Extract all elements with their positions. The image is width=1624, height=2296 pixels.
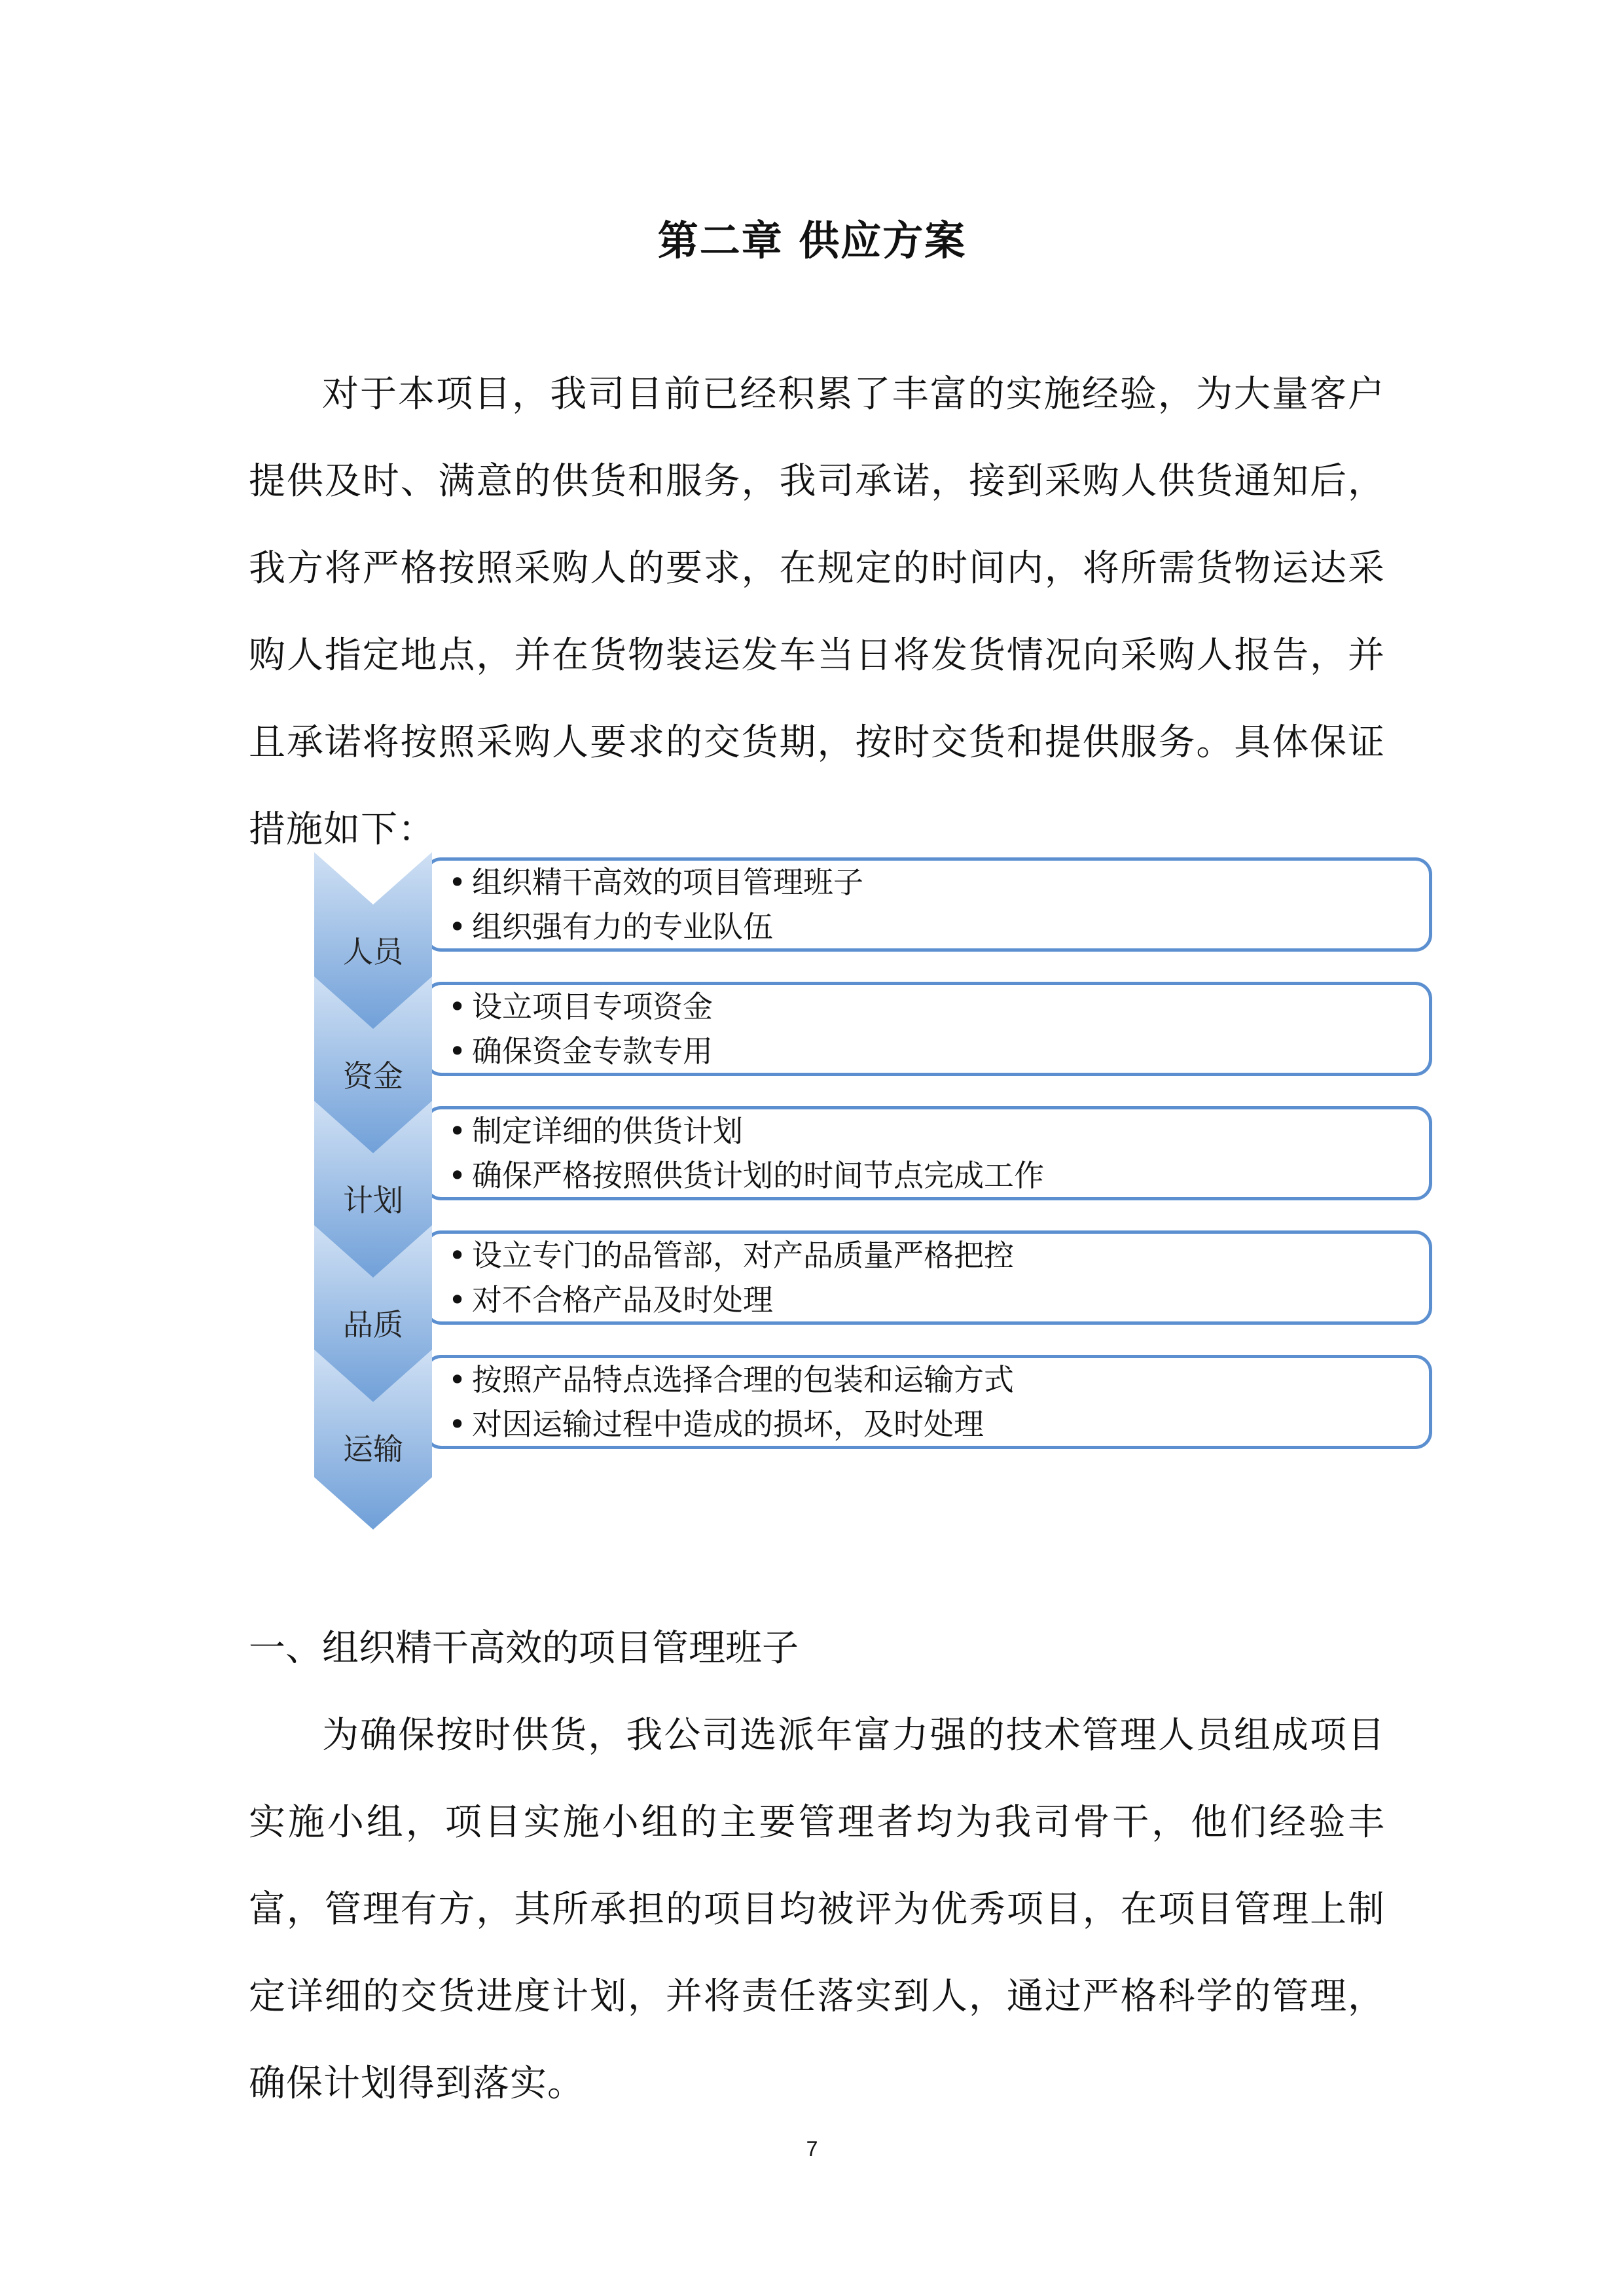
- step-bullets-transport: [448, 1357, 1014, 1446]
- bullet-item: • 对不合格产品及时处理: [448, 1282, 773, 1318]
- bullet-item: • 确保严格按照供货计划的时间节点完成工作: [448, 1158, 1044, 1193]
- step-label-plan: 计划: [343, 1183, 403, 1218]
- intro-paragraph: 对于本项目，我司目前已经积累了丰富的实施经验，为大量客户提供及时、满意的供货和服务，我司承诺，接到采购人供货通知后，我方将严格按照采购人的要求，在规定的时间内，将所需货物运达采购人指定地点，并在货物装运发车当日将发货情况向采购人报告，并且承诺将按照采购人要求的交货期，按时交货和提供服务。具体保证措施如下：: [249, 373, 1385, 851]
- page-number: 7: [806, 2137, 818, 2161]
- section-heading: 一、组织精干高效的项目管理班子: [249, 1627, 799, 1670]
- supply-guarantee-diagram: [314, 857, 1453, 1538]
- step-bullets-quality: [448, 1233, 1014, 1322]
- step-label-personnel: 人员: [343, 934, 403, 969]
- bullet-item: • 按照产品特点选择合理的包装和运输方式: [448, 1362, 1014, 1397]
- bullet-item: • 对因运输过程中造成的损坏，及时处理: [448, 1407, 984, 1442]
- step-label-quality: 品质: [343, 1307, 403, 1342]
- bullet-item: • 制定详细的供货计划: [448, 1113, 743, 1149]
- bullet-item: • 设立项目专项资金: [448, 989, 713, 1024]
- bullet-item: • 设立专门的品管部，对产品质量严格把控: [448, 1238, 1014, 1273]
- step-bullets-plan: [448, 1109, 1044, 1198]
- step-bullets-personnel: [448, 860, 863, 949]
- step-bullets-funding: [448, 984, 713, 1073]
- bullet-item: • 组织精干高效的项目管理班子: [448, 865, 863, 900]
- step-label-transport: 运输: [343, 1431, 403, 1467]
- section-paragraph: 为确保按时供货，我公司选派年富力强的技术管理人员组成项目实施小组，项目实施小组的主要管理者均为我司骨干，他们经验丰富，管理有方，其所承担的项目均被评为优秀项目，在项目管理上制定详细的交货进度计划，并将责任落实到人，通过严格科学的管理，确保计划得到落实。: [249, 1714, 1385, 2105]
- step-label-funding: 资金: [343, 1058, 403, 1094]
- bullet-item: • 确保资金专款专用: [448, 1033, 713, 1069]
- bullet-item: • 组织强有力的专业队伍: [448, 909, 773, 944]
- chapter-title: 第二章 供应方案: [657, 217, 967, 264]
